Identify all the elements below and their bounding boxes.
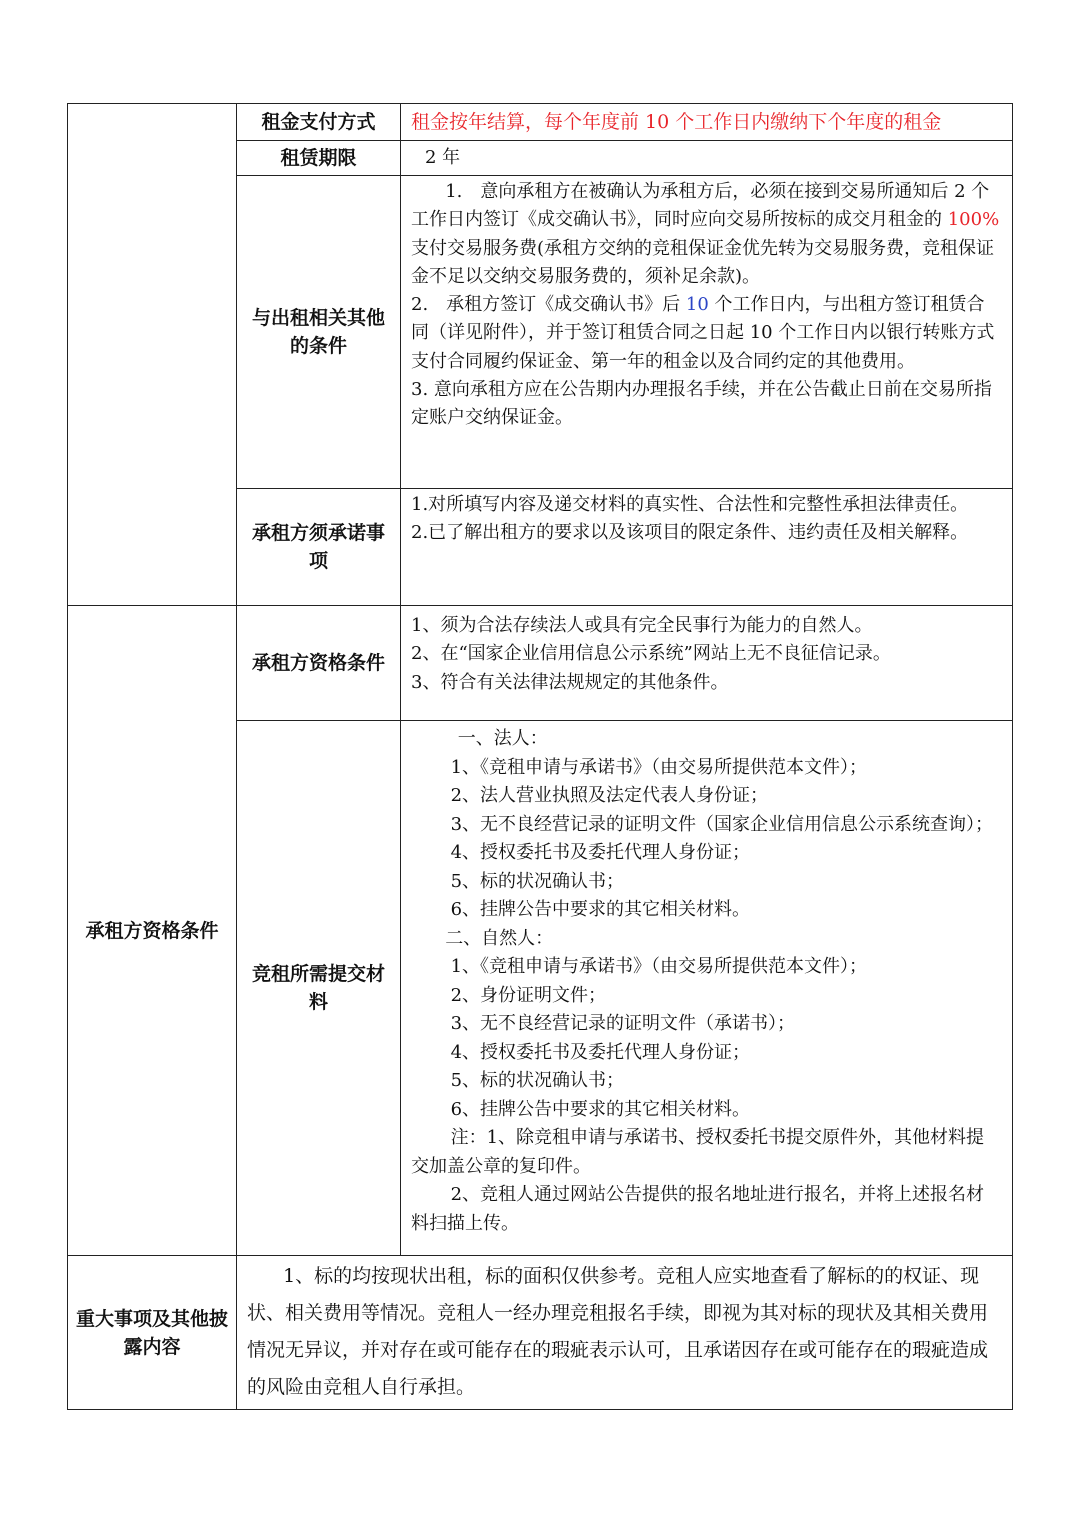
payment-method-label: 租金支付方式	[237, 104, 401, 141]
condition-text: 个工作日内，与出租方签订租赁合同（详见附件），并于签订租赁合同之日起 10 个工作日内以银行转账方式支付合同履约保证金、第一年的租金以及合同约定的其他费用。	[411, 294, 995, 372]
condition-text: 1. 意向承租方在被确认为承租方后，必须在接到交易所通知后 2 个工作日内签订《成交确认书》，同时应向交易所按标的成交月租金的	[411, 181, 990, 231]
list-item: 6、挂牌公告中要求的其它相关材料。	[450, 1098, 751, 1120]
qualification-conditions-value	[401, 606, 1013, 721]
list-item: 1.对所填写内容及递交材料的真实性、合法性和完整性承担法律责任。	[411, 494, 969, 515]
materials-note: 注：1、除竞租申请与承诺书、授权委托书提交原件外，其他材料提交加盖公章的复印件。	[411, 1127, 985, 1177]
list-item: 3、无不良经营记录的证明文件（承诺书）；	[450, 1013, 796, 1034]
table-row	[68, 104, 1013, 141]
list-item: 6、挂牌公告中要求的其它相关材料。	[450, 899, 751, 920]
materials-legal-heading: 一、法人：	[457, 728, 548, 749]
list-item: 2.已了解出租方的要求以及该项目的限定条件、违约责任及相关解释。	[411, 522, 969, 544]
list-item: 1、《竞租申请与承诺书》（由交易所提供范本文件）；	[450, 756, 868, 778]
disclosure-value: 1、标的均按现状出租，标的面积仅供参考。竞租人应实地查看了解标的的权证、现状、相关费用等情况。竞租人一经办理竞租报名手续，即视为其对标的现状及其相关费用情况无异议，并对存在或可能存在的瑕疵表示认可，且承诺因存在或可能存在的瑕疵造成的风险由竞租人自行承担。	[237, 1256, 1013, 1410]
other-conditions-value	[401, 176, 1013, 489]
list-item: 1、须为合法存续法人或具有完全民事行为能力的自然人。	[411, 615, 873, 636]
list-item: 4、授权委托书及委托代理人身份证；	[450, 1041, 751, 1063]
service-fee-rate: 100%	[947, 209, 1000, 231]
list-item: 3、符合有关法律法规规定的其他条件。	[411, 671, 729, 693]
payment-method-value: 租金按年结算，每个年度前 10 个工作日内缴纳下个年度的租金	[401, 104, 1013, 141]
list-item: 1、《竞租申请与承诺书》（由交易所提供范本文件）；	[450, 956, 868, 977]
condition-paragraph-3: 3. 意向承租方应在公告期内办理报名手续，并在公告截止日前在交易所指定账户交纳保证金。	[411, 379, 992, 429]
materials-value	[401, 721, 1013, 1256]
condition-text: 支付交易服务费(承租方交纳的竞租保证金优先转为交易服务费，竞租保证金不足以交纳交易服务费的，须补足余款)。	[411, 237, 995, 287]
list-item: 3、无不良经营记录的证明文件（国家企业信用信息公示系统查询）；	[450, 813, 994, 835]
condition-text: 2. 承租方签订《成交确认书》后	[411, 294, 686, 316]
condition-paragraph-2	[411, 291, 1002, 376]
disclosure-label: 重大事项及其他披露内容	[68, 1256, 237, 1410]
qualification-section-label: 承租方资格条件	[68, 606, 237, 1256]
table-row	[68, 606, 1013, 721]
other-conditions-label: 与出租相关其他的条件	[237, 176, 401, 489]
project-info-table	[67, 103, 1013, 1410]
materials-note: 2、竞租人通过网站公告提供的报名地址进行报名，并将上述报名材料扫描上传。	[411, 1184, 985, 1234]
condition-paragraph-1	[411, 178, 1002, 291]
materials-label: 竞租所需提交材料	[237, 721, 401, 1256]
lease-term-label: 租赁期限	[237, 141, 401, 176]
list-item: 5、标的状况确认书；	[450, 1070, 625, 1091]
section-label-empty	[68, 104, 237, 606]
sign-deadline-days: 10	[685, 294, 709, 316]
list-item: 5、标的状况确认书；	[450, 870, 625, 892]
list-item: 2、法人营业执照及法定代表人身份证；	[450, 785, 769, 806]
materials-natural-heading: 二、自然人：	[445, 927, 554, 949]
list-item: 2、身份证明文件；	[450, 984, 607, 1006]
list-item: 4、授权委托书及委托代理人身份证；	[450, 842, 751, 863]
commitments-value	[401, 489, 1013, 606]
list-item: 2、在“国家企业信用信息公示系统”网站上无不良征信记录。	[411, 643, 891, 665]
table-row	[68, 1256, 1013, 1410]
qualification-conditions-label: 承租方资格条件	[237, 606, 401, 721]
commitments-label: 承租方须承诺事项	[237, 489, 401, 606]
lease-term-value: 2 年	[401, 141, 1013, 176]
